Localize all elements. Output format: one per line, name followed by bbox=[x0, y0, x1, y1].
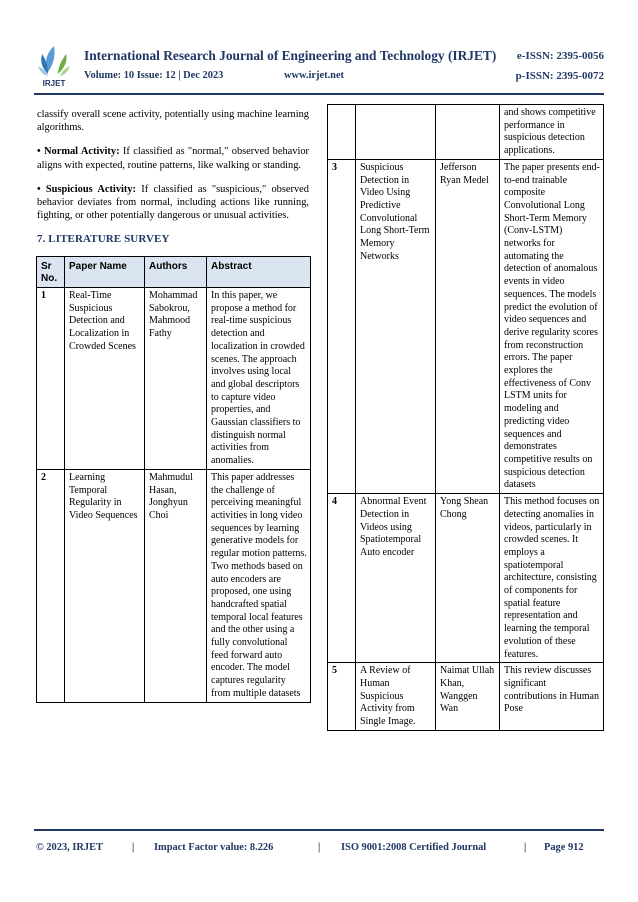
cell-paper: Real-Time Suspicious Detection and Localization in Crowded Scenes bbox=[65, 288, 145, 470]
cell-sr: 5 bbox=[328, 663, 356, 731]
cell-sr: 1 bbox=[37, 288, 65, 470]
cell-paper: Suspicious Detection in Video Using Predictive Convolutional Long Short-Term Memory Networks bbox=[356, 159, 436, 493]
table-row bbox=[328, 105, 604, 160]
section-title: 7. LITERATURE SURVEY bbox=[37, 233, 170, 246]
footer-page-number: Page 912 bbox=[544, 842, 584, 853]
literature-survey-table-continued bbox=[327, 104, 604, 731]
header-abstract: Abstract bbox=[207, 256, 311, 287]
cell-paper: Learning Temporal Regularity in Video Sequences bbox=[65, 469, 145, 702]
table-row bbox=[328, 159, 604, 493]
page-header bbox=[34, 40, 604, 90]
cell-paper bbox=[356, 105, 436, 160]
cell-sr: 2 bbox=[37, 469, 65, 702]
cell-authors: Yong Shean Chong bbox=[436, 494, 500, 663]
logo-text: IRJET bbox=[42, 79, 66, 88]
header-divider bbox=[34, 93, 604, 95]
cell-sr: 4 bbox=[328, 494, 356, 663]
literature-survey-table bbox=[36, 256, 311, 703]
suspicious-activity-text: If classified as "suspicious," observed behavior deviates from normal, including actions like running, fighting, or other potentially dangerous or unusual activities. bbox=[37, 183, 309, 222]
footer-impact-factor: Impact Factor value: 8.226 bbox=[154, 842, 274, 853]
p-issn: p-ISSN: 2395-0072 bbox=[515, 70, 604, 82]
cell-abstract: and shows competitive performance in suspicious detection applications. bbox=[500, 105, 604, 160]
footer-separator: | bbox=[524, 842, 527, 853]
cell-abstract: The paper presents end-to-end trainable composite Convolutional Long Short-Term Memory (Conv-LSTM) networks for automating the detection of anomalous events in video sequences. The models predict the evolution of video sequences and derive regularity scores from reconstruction errors. The paper explores the effectiveness of Conv LSTM units for modeling and predicting video sequences and demonstrates competitive results on suspicious detection datasets bbox=[500, 159, 604, 493]
journal-title: International Research Journal of Engineering and Technology (IRJET) bbox=[84, 48, 497, 63]
footer-separator: | bbox=[318, 842, 321, 853]
table-row bbox=[328, 663, 604, 731]
table-row bbox=[37, 288, 311, 470]
normal-activity-paragraph bbox=[37, 145, 309, 171]
e-issn: e-ISSN: 2395-0056 bbox=[516, 50, 604, 62]
table-header-row bbox=[37, 256, 311, 287]
irjet-logo-icon bbox=[34, 44, 74, 88]
suspicious-activity-label: • Suspicious Activity: bbox=[37, 183, 137, 195]
normal-activity-text: If classified as "normal," observed behavior aligns with expected, routine patterns, like walking or standing. bbox=[37, 146, 309, 171]
volume-issue: Volume: 10 Issue: 12 | Dec 2023 bbox=[84, 70, 224, 81]
footer-copyright: © 2023, IRJET bbox=[36, 842, 103, 853]
footer-divider bbox=[34, 829, 604, 831]
table-row bbox=[37, 469, 311, 702]
suspicious-activity-paragraph bbox=[37, 183, 309, 223]
intro-paragraph: classify overall scene activity, potentially using machine learning algorithms. bbox=[37, 109, 309, 134]
cell-sr bbox=[328, 105, 356, 160]
cell-abstract: In this paper, we propose a method for real-time suspicious detection and localization in crowded scenes. The approach involves using local and global descriptors to capture video properties, and Gaussian classifiers to distinguish normal activities from anomalies. bbox=[207, 288, 311, 470]
cell-paper: Abnormal Event Detection in Videos using Spatiotemporal Auto encoder bbox=[356, 494, 436, 663]
header-paper-name: Paper Name bbox=[65, 256, 145, 287]
cell-authors bbox=[436, 105, 500, 160]
cell-paper: A Review of Human Suspicious Activity from Single Image. bbox=[356, 663, 436, 731]
cell-abstract: This review discusses significant contributions in Human Pose bbox=[500, 663, 604, 731]
footer-iso: ISO 9001:2008 Certified Journal bbox=[341, 842, 487, 853]
cell-authors: Naimat Ullah Khan, Wanggen Wan bbox=[436, 663, 500, 731]
cell-authors: Mohammad Sabokrou, Mahmood Fathy bbox=[145, 288, 207, 470]
left-column bbox=[37, 108, 309, 703]
cell-abstract: This paper addresses the challenge of perceiving meaningful activities in long video sequences by learning generative models for regular motion patterns. Two methods based on auto encoders are proposed, one using handcrafted spatial temporal local features and the other using a fully convolutional feed forward auto encoder. The model captures regularity from multiple datasets bbox=[207, 469, 311, 702]
footer-separator: | bbox=[132, 842, 135, 853]
cell-authors: Mahmudul Hasan, Jonghyun Choi bbox=[145, 469, 207, 702]
normal-activity-label: • Normal Activity: bbox=[37, 146, 120, 158]
table-row bbox=[328, 494, 604, 663]
header-authors: Authors bbox=[145, 256, 207, 287]
journal-website-link[interactable]: www.irjet.net bbox=[284, 70, 345, 81]
cell-sr: 3 bbox=[328, 159, 356, 493]
header-sr-no: Sr No. bbox=[37, 256, 65, 287]
cell-authors: Jefferson Ryan Medel bbox=[436, 159, 500, 493]
cell-abstract: This method focuses on detecting anomalies in videos, particularly in crowded scenes. It employs a spatiotemporal architecture, consisting of components for spatial feature representation and learning the temporal evolution of these features. bbox=[500, 494, 604, 663]
